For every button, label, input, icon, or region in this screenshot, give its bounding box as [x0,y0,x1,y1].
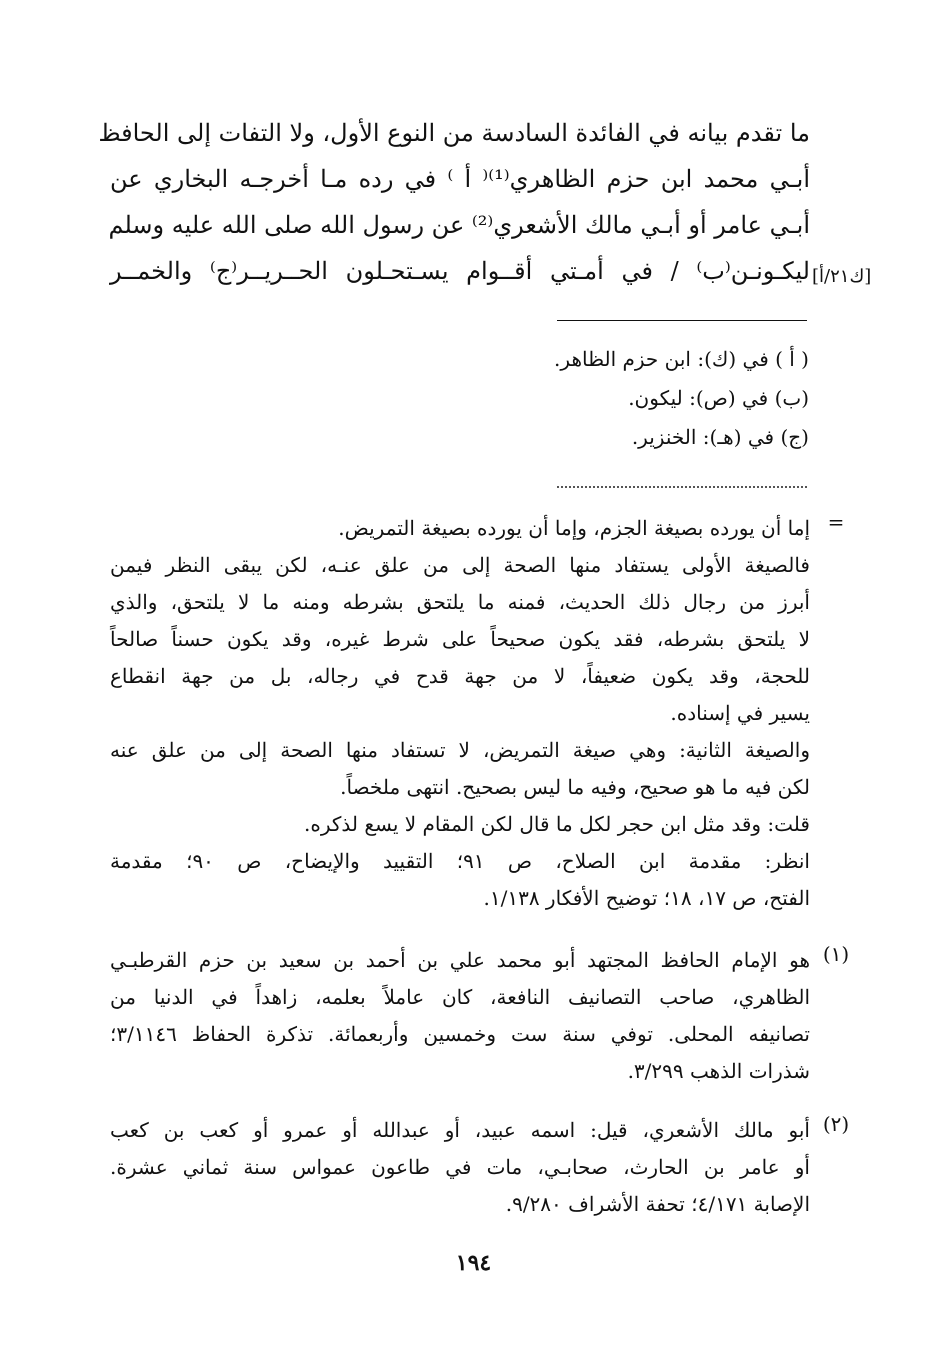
main-text-line: ما تقدم بيانه في الفائدة السادسة من النوع الأول، ولا التفات إلى الحافظ [98,119,810,147]
variant-note: (ب) في (ص): ليكون. [628,386,809,410]
footnote-2 [110,1112,850,1223]
footnote-line: أو عامر بن الحارث، صحابـي، مات في طاعون عمواس سنة ثماني عشرة. [110,1155,810,1179]
footnote-line: يسير في إسناده. [670,701,810,725]
page-number: ١٩٤ [455,1250,492,1276]
footnote-line: الفتح، ص ١٧، ١٨؛ توضيح الأفكار ١/١٣٨. [483,886,810,910]
footnote-number: (٢) [822,1112,850,1136]
footnote-line: أبرز من رجال ذلك الحديث، فمنه ما يلتحق بشرطه ومنه ما لا يلتحق، والذي [110,590,810,614]
footnote-continuation [110,510,845,917]
variant-note: (ج) في (هـ): الخنزير. [631,425,809,449]
footnote-line: قلت: وقد مثل ابن حجر لكل ما قال لكن المقام لا يسع لذكره. [303,812,810,836]
footnote-number: (١) [822,942,850,966]
footnote-separator-line [557,320,807,321]
manuscript-folio-reference: [ك٢١/أ] [812,266,872,287]
footnote-line: لكن فيه ما هو صحيح، وفيه ما ليس بصحيح. انتهى ملخصاً. [340,775,810,799]
manuscript-variants [389,340,809,457]
footnote-line: انظر: مقدمة ابن الصلاح، ص ٩١؛ التقييد والإيضاح، ص ٩٠؛ مقدمة [110,849,810,873]
footnote-line: تصانيفه المحلى. توفي سنة ست وخمسين وأربعمائة. تذكرة الحفاظ ٣/١١٤٦؛ [110,1022,810,1046]
main-text [98,110,810,294]
footnote-line: إما أن يورده بصيغة الجزم، وإما أن يورده بصيغة التمريض. [338,516,810,540]
footnote-1 [110,942,850,1090]
footnote-line: أبو مالك الأشعري، قيل: اسمه عبيد، أو عبدالله أو عمرو أو كعب بن كعب [110,1118,810,1142]
variant-note: ( أ ) في (ك): ابن حزم الظاهر. [554,347,809,371]
main-text-line: ليكـونـن⁽ب⁾ / في أمـتي أقــوام يسـتحـلون الحــريــر⁽ج⁾ والخمــر [110,257,810,285]
footnote-line: للحجة، وقد يكون ضعيفاً، لا من جهة قدح في رجاله، بل من جهة انقطاع [110,664,810,688]
footnote-line: لا يلتحق بشرطه، فقد يكون صحيحاً على شرط غيره، وقد يكون حسناً صالحاً [110,627,810,651]
footnote-line: الظاهري، صاحب التصانيف النافعة، كان عاملاً بعلمه، زاهداً في الدنيا من [110,985,810,1009]
footnote-line: والصيغة الثانية: وهي صيغة التمريض، لا تستفاد منها الصحة إلى من علق عنه [110,738,810,762]
footnote-line: هو الإمام الحافظ المجتهد أبو محمد علي بن أحمد بن سعيد بن حزم القرطبـي [110,948,810,972]
footnote-line: الإصابة ٤/١٧١؛ تحفة الأشراف ٩/٢٨٠. [505,1192,810,1216]
footnote-line: فالصيغة الأولى يستفاد منها الصحة إلى من علق عنـه، لكن يبقى النظر فيمن [110,553,810,577]
main-text-line: أبـي عامر أو أبـي مالك الأشعري⁽²⁾ عن رسول الله صلى الله عليه وسلم [108,211,810,239]
continuation-marker: = [827,510,845,534]
dotted-separator-line [557,486,807,488]
main-text-line: أبـي محمد ابن حزم الظاهري⁽¹⁾⁽ أ ⁾ في رده مـا أخرجـه البخاري عن [110,165,810,193]
footnote-line: شذرات الذهب ٣/٢٩٩. [627,1059,810,1083]
